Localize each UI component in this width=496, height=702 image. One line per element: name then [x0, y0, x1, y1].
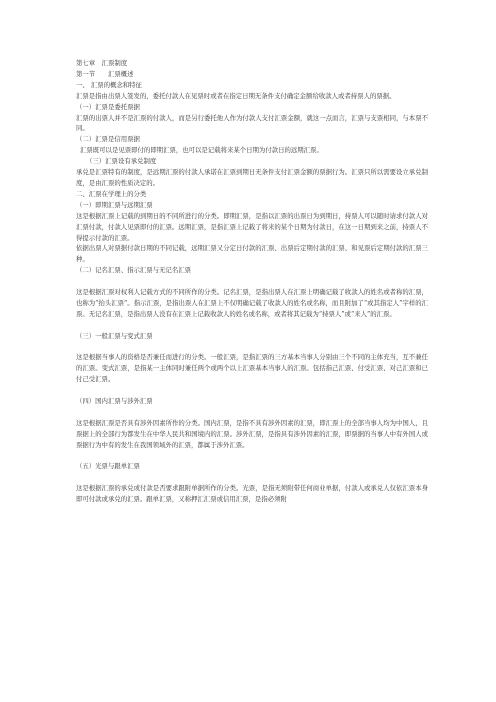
- subheading-2-4: （四）国内汇票与涉外汇票: [76, 397, 153, 406]
- spacer: [76, 320, 428, 331]
- paragraph-2-1a: 这是根据汇票上记载的到期日的不同所进行的分类。即期汇票，是指以汇票的出票日为到期日，持票人可以随时请求付款人对汇票付款，付款人见票即付的汇票。远期汇票，是指汇票上记载了将来的某个日期为付款日，在这一日期到来之前，持票人不得提示付款的汇票。: [76, 211, 428, 242]
- paragraph-2-3: 这是根据当事人的资格是否兼任而进行的分类。一般汇票，是指汇票的三方基本当事人分别由三个不同的主体充当，互不兼任的汇票。变式汇票，是指某一主体同时兼任两个或两个以上汇票基本当事人的汇票。包括指己汇票、付受汇票、对己汇票和已付己受汇票。: [76, 353, 428, 384]
- paragraph-2-5: 这是根据汇票的承兑或付款是否要求跟附单据所作的分类。光票，是指无须附带任何商业单据，付款人或承兑人仅依汇票本身即可付款或承兑的汇票。跟单汇票，又称押汇汇票或信用汇票，是指必须附: [76, 484, 428, 504]
- spacer: [76, 407, 428, 418]
- subheading-2-2: （二）记名汇票、指示汇票与无记名汇票: [76, 266, 192, 275]
- document-body: [76, 58, 428, 505]
- paragraph-2-2: 这是根据汇票对权利人记载方式的不同所作的分类。记名汇票，是指出票人在汇票上明确记载了收款人的姓名或者称的汇票，也称为“抬头汇票”。指示汇票，是指出票人在汇票上不仅明确记载了收款人的姓名或名称，而且附加了“或其指定人”字样的汇票。无记名汇票，是指出票人没有在汇票上记载收款人的姓名或名称，或者将其记载为“持票人”或“来人”的汇票。: [76, 288, 428, 318]
- subheading-2-3: （三）一般汇票与变式汇票: [76, 331, 153, 340]
- spacer: [76, 342, 428, 353]
- heading-1: 一、 汇票的概念和特征: [76, 80, 142, 89]
- chapter-title: 第七章 汇票制度: [76, 59, 128, 67]
- subheading-a: （一）汇票是委托票据: [76, 102, 140, 111]
- paragraph-b: 汇票既可以是见票即付的即期汇票，也可以是记载将来某个日期为付款日的远期汇票。: [80, 146, 323, 155]
- section-title: 第一节 汇票概述: [76, 69, 134, 78]
- paragraph-c: 承兑是汇票特有的制度，是远期汇票的付款人承诺在汇票到期日无条件支付汇票金额的票据行为。汇票只所以需要设立承兑制度，是由汇票的性质决定的。: [76, 168, 428, 187]
- subheading-2-5: （五）光票与跟单汇票: [76, 462, 140, 471]
- subheading-c: （三）汇票设有承兑制度: [86, 157, 157, 166]
- paragraph-definition: 汇票是指由出票人签发的，委托付款人在见票时或者在指定日期无条件支付确定金额给收款人或者持票人的票据。: [76, 91, 396, 100]
- paragraph-2-4: 这是根据汇票是否具有涉外因素所作的分类。国内汇票，是指不具有涉外因素的汇票，即汇票上的全部当事人均为中国人，且票据上的全部行为都发生在中华人民共和国境内的汇票。涉外汇票，是指具有涉外因素的汇票，即票据的当事人中有外国人或票据行为中有的发生在我国领域外的汇票，都属于涉外汇票。: [76, 418, 428, 449]
- spacer: [76, 472, 428, 483]
- subheading-b: （二）汇票是信用票据: [76, 135, 140, 144]
- subheading-2-1: （一）即期汇票与远期汇票: [76, 200, 153, 209]
- paragraph-2-1b: 依据出票人对票据付款日期的不同记载，远期汇票又分定日付款的汇票、出票后定期付款的汇票、和见票后定期付款的汇票三种。: [76, 244, 428, 264]
- spacer: [76, 276, 428, 287]
- spacer: [76, 385, 428, 396]
- spacer: [76, 451, 428, 462]
- heading-2: 二、汇票在学理上的分类: [76, 189, 147, 198]
- paragraph-a: 汇票的出票人并不是汇票的付款人，而是另行委托他人作为付款人支付汇票金额，就这一点而言，汇票与支票相同，与本票不同。: [76, 113, 428, 133]
